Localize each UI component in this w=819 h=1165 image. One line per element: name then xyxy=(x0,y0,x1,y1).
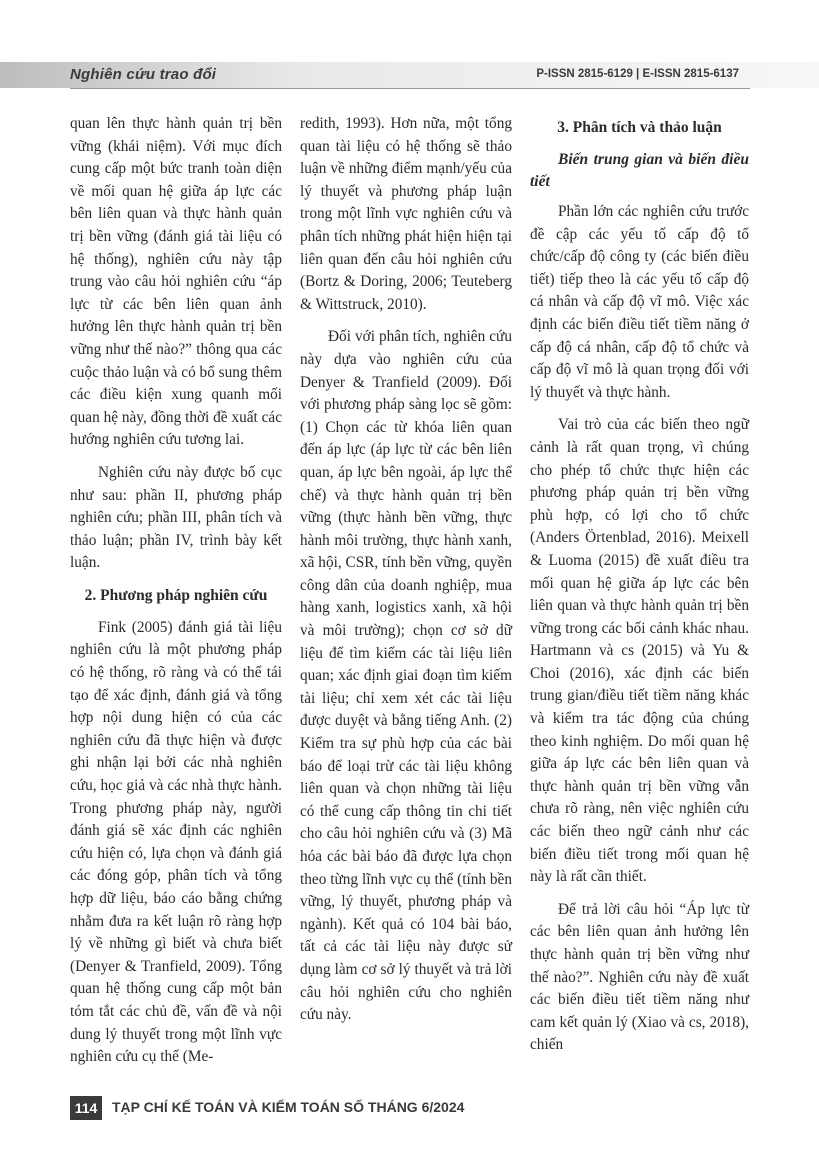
running-header xyxy=(0,62,819,88)
paragraph: redith, 1993). Hơn nữa, một tổng quan tài liệu có hệ thống sẽ thảo luận về những điểm mạnh/yếu của lý thuyết và phương pháp luận trong một lĩnh vực nghiên cứu và phân tích những phát hiện hiện tại liên quan đến câu hỏi nghiên cứu (Bortz & Doring, 2006; Teuteberg & Wittstruck, 2010). xyxy=(300,115,512,313)
paragraph: quan lên thực hành quản trị bền vững (khái niệm). Với mục đích cung cấp một bức tranh toàn diện về mối quan hệ giữa áp lực các bên liên quan và thực hành quản trị bền vững (đánh giá tài liệu có hệ thống), nghiên cứu này tập trung vào câu hỏi nghiên cứu “áp lực từ các bên liên quan ảnh hưởng lên thực hành quản trị bền vững như thế nào?” thông qua các cuộc thảo luận và có bổ sung thêm các điều kiện xung quanh mối quan hệ này, đồng thời đề xuất các hướng nghiên cứu tương lai. xyxy=(70,115,282,449)
journal-name: TẠP CHÍ KẾ TOÁN VÀ KIỂM TOÁN SỐ THÁNG 6/2024 xyxy=(112,1099,465,1115)
subsection-heading: Biến trung gian và biến điều tiết xyxy=(530,151,749,190)
section-heading: 2. Phương pháp nghiên cứu xyxy=(84,586,268,604)
paragraph: Đối với phân tích, nghiên cứu này dựa vào nghiên cứu của Denyer & Tranfield (2009). Đối với phương pháp sàng lọc sẽ gồm: (1) Chọn các từ khóa liên quan đến áp lực (áp lực từ các bên liên quan, áp lực bên ngoài, áp lực thể chế) và thực hành quản trị bền vững (thực hành bền vững, thực hành môi trường, thực hành xanh, xã hội, CSR, tính bền vững, quyền công dân của doanh nghiệp, mua hàng xanh, logistics xanh, xã hội và môi trường); chọn cơ sở dữ liệu để tìm kiếm các tài liệu liên quan; xác định giai đoạn tìm kiếm tài liệu; chỉ xem xét các tài liệu được duyệt và bằng tiếng Anh. (2) Kiểm tra sự phù hợp của các bài báo để loại trừ các tài liệu không liên quan và chọn những tài liệu có thể cung cấp thông tin chi tiết cho câu hỏi nghiên cứu và (3) Mã hóa các bài báo đã được lựa chọn theo từng lĩnh vực cụ thể (tính bền vững, lý thuyết, phương pháp và ngành). Kết quả có 104 bài báo, tất cả các tài liệu này được sử dụng làm cơ sở lý thuyết và trả lời câu hỏi nghiên cứu cho nghiên cứu này. xyxy=(300,328,512,1024)
column-2 xyxy=(300,113,512,1037)
issn-label: P-ISSN 2815-6129 | E-ISSN 2815-6137 xyxy=(536,68,739,80)
section-heading: 3. Phân tích và thảo luận xyxy=(557,119,722,136)
running-footer xyxy=(70,1096,750,1120)
paragraph: Fink (2005) đánh giá tài liệu nghiên cứu là một phương pháp có hệ thống, rõ ràng và có thể tái tạo để xác định, đánh giá và tổng hợp nội dung hiện có của các nghiên cứu đã thực hiện và được ghi nhận lại bởi các nhà nghiên cứu, học giả và các nhà thực hành. Trong phương pháp này, người đánh giá sẽ xác định các nghiên cứu hiện có, lựa chọn và đánh giá các đóng góp, phân tích và tổng hợp dữ liệu, báo cáo bằng chứng nhằm đưa ra kết luận rõ ràng hợp lý về những gì biết và chưa biết (Denyer & Tranfield, 2009). Tổng quan hệ thống cung cấp một bản tóm tắt các chủ đề, vấn đề và nội dung lý thuyết trong một lĩnh vực nghiên cứu cụ thể (Me- xyxy=(70,618,282,1066)
paragraph: Vai trò của các biến theo ngữ cảnh là rất quan trọng, vì chúng cho phép tổ chức thực hiện các phương pháp quản trị bền vững phù hợp, có lợi cho tổ chức (Anders Örtenblad, 2016). Meixell & Luoma (2015) đề xuất điều tra mối quan hệ giữa áp lực các bên liên quan và thực hành quản trị bền vững trong các bối cảnh khác nhau. Hartmann và cs (2015) và Yu & Choi (2016), xác định các biến trung gian/điều tiết tiềm năng khác và kiểm tra tác động của chúng theo kinh nghiệm. Do mối quan hệ giữa áp lực các bên liên quan và thực hành quản trị bền vững vẫn chưa rõ ràng, nên việc nghiên cứu các biến theo ngữ cảnh như các biến điều tiết trong mối quan hệ này là rất cần thiết. xyxy=(530,416,749,886)
paragraph: Nghiên cứu này được bố cục như sau: phần II, phương pháp nghiên cứu; phần III, phân tích và thảo luận; phần IV, trình bày kết luận. xyxy=(70,463,282,572)
column-1 xyxy=(70,113,282,1079)
page-number: 114 xyxy=(70,1096,102,1120)
header-rule xyxy=(70,88,750,89)
section-title: Nghiên cứu trao đổi xyxy=(70,66,217,83)
paragraph: Để trả lời câu hỏi “Áp lực từ các bên liên quan ảnh hưởng lên thực hành quản trị bền vững như thế nào?”. Nghiên cứu này đề xuất các biến điều tiết tiềm năng như cam kết quản lý (Xiao và cs, 2018), chiến xyxy=(530,900,749,1054)
column-3 xyxy=(530,113,749,1067)
paragraph: Phần lớn các nghiên cứu trước đề cập các yếu tố cấp độ tổ chức/cấp độ công ty (các biến điều tiết) tiếp theo là các yếu tố cấp độ cá nhân và cấp độ vĩ mô. Việc xác định các biến điều tiết tiềm năng ở cấp độ cá nhân, cấp độ tổ chức và cấp độ vĩ mô là quan trọng đối với lý thuyết và thực hành. xyxy=(530,203,749,401)
